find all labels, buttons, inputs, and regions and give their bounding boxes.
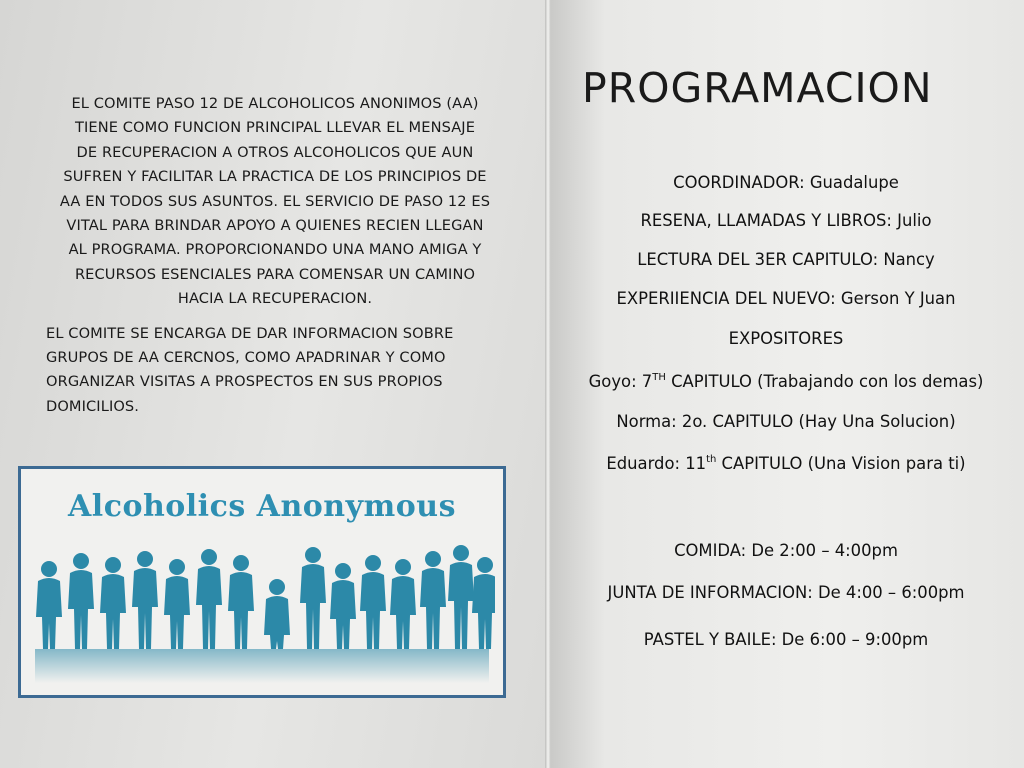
speaker-name: Eduardo: 11 — [606, 454, 707, 473]
speaker-topic: CAPITULO (Una Vision para ti) — [716, 454, 966, 473]
aa-logo — [18, 466, 506, 698]
intro-paragraph — [40, 92, 510, 312]
experiencia-line: EXPERIIENCIA DEL NUEVO: Gerson Y Juan — [616, 289, 956, 308]
intro-line: AL PROGRAMA. PROPORCIONANDO UNA MANO AMIGA Y — [68, 241, 482, 259]
intro-line: EL COMITE PASO 12 DE ALCOHOLICOS ANONIMOS (AA) — [71, 95, 479, 112]
ordinal-suffix: TH — [652, 372, 666, 383]
pastel-line: PASTEL Y BAILE: De 6:00 – 9:00pm — [643, 630, 929, 649]
speaker-topic: CAPITULO (Trabajando con los demas) — [665, 372, 984, 391]
committee-line: GRUPOS DE AA CERCNOS, COMO APADRINAR Y COMO — [46, 349, 446, 367]
resena-line: RESENA, LLAMADAS Y LIBROS: Julio — [640, 211, 932, 230]
intro-line: AA EN TODOS SUS ASUNTOS. EL SERVICIO DE PASO 12 ES — [59, 192, 491, 210]
crowd-silhouette-icon — [29, 537, 495, 687]
lectura-line: LECTURA DEL 3ER CAPITULO: Nancy — [637, 250, 935, 269]
committee-line: EL COMITE SE ENCARGA DE DAR INFORMACION SOBRE — [46, 324, 454, 342]
coordinator-line: COORDINADOR: Guadalupe — [673, 173, 899, 192]
intro-line: RECURSOS ESENCIALES PARA COMENSAR UN CAMINO — [74, 265, 476, 283]
speaker-norma: Norma: 2o. CAPITULO (Hay Una Solucion) — [616, 412, 956, 431]
intro-text — [40, 92, 510, 419]
junta-line: JUNTA DE INFORMACION: De 4:00 – 6:00pm — [607, 583, 965, 602]
speaker-goyo — [548, 372, 1024, 391]
logo-title: Alcoholics Anonymous — [68, 489, 456, 524]
intro-line: HACIA LA RECUPERACION. — [177, 290, 373, 308]
intro-line: TIENE COMO FUNCION PRINCIPAL LLEVAR EL MENSAJE — [74, 119, 476, 137]
programacion-title: PROGRAMACION — [582, 64, 933, 112]
speaker-name: Goyo: 7 — [588, 372, 653, 391]
comida-line: COMIDA: De 2:00 – 4:00pm — [674, 541, 898, 560]
speaker-eduardo — [548, 454, 1024, 473]
intro-line: DE RECUPERACION A OTROS ALCOHOLICOS QUE AUN — [76, 143, 474, 161]
intro-line: SUFREN Y FACILITAR LA PRACTICA DE LOS PRINCIPIOS DE — [63, 168, 487, 186]
intro-line: VITAL PARA BRINDAR APOYO A QUIENES RECIEN LLEGAN — [66, 217, 484, 235]
committee-paragraph — [40, 322, 510, 420]
expositores-heading: EXPOSITORES — [728, 329, 844, 348]
committee-line: ORGANIZAR VISITAS A PROSPECTOS EN SUS PROPIOS — [46, 373, 443, 391]
committee-line: DOMICILIOS. — [46, 397, 140, 415]
ordinal-suffix: th — [706, 454, 717, 465]
